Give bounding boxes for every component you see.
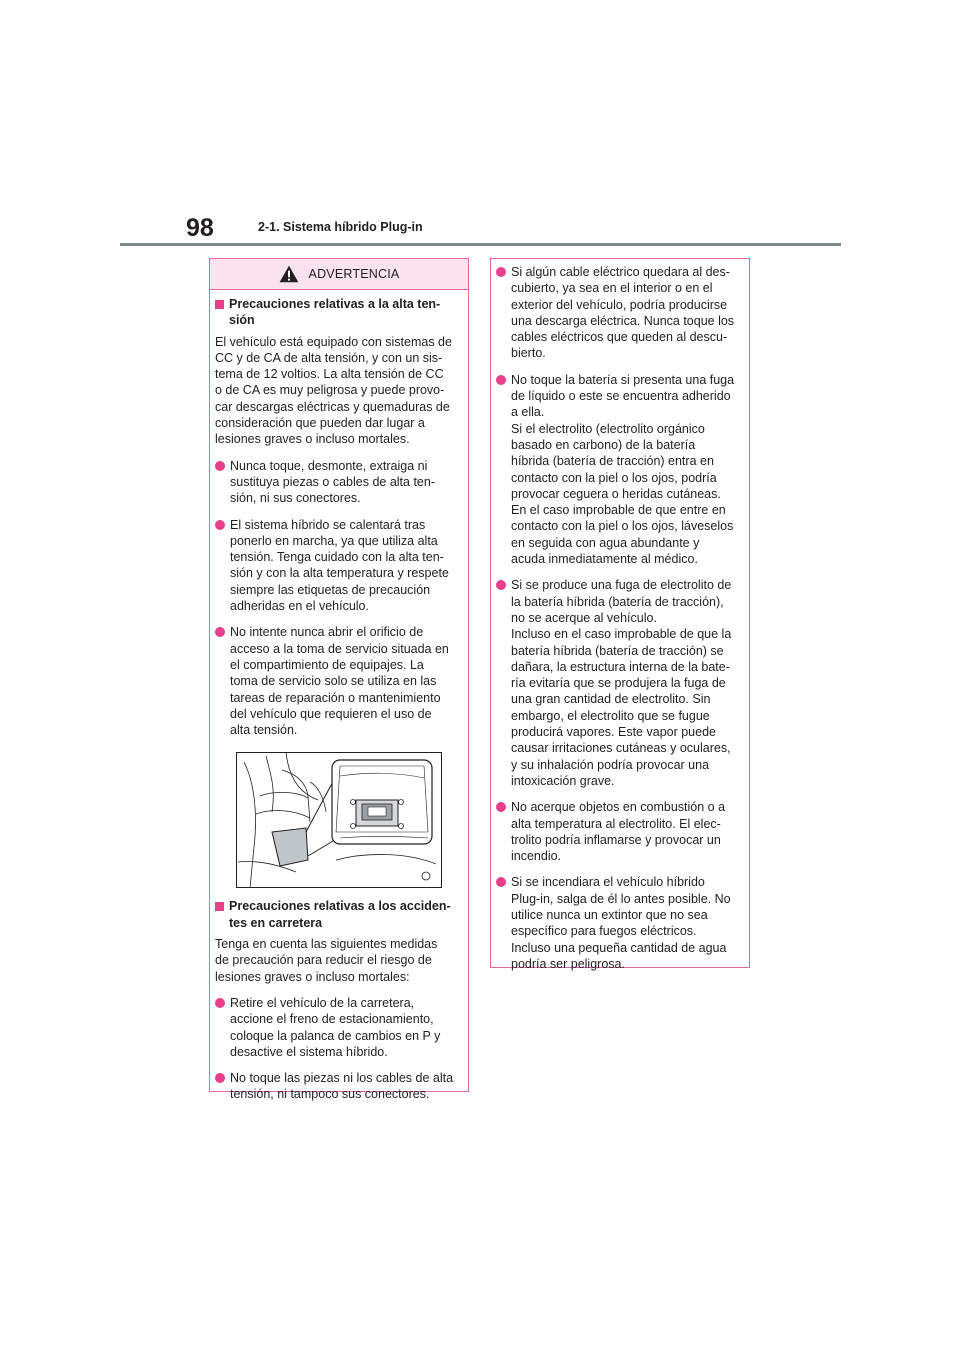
subheading-high-voltage — [215, 296, 463, 329]
round-bullet-icon — [496, 580, 506, 590]
list-item-text: No toque la batería si presenta una fuga de líquido o este se encuentra adherido a ella. Si el electrolito (electrolito orgánico basado en carbono) de la batería híbrida (batería de tracción) entra en contacto con la piel o los ojos, podría provocar ceguera o heridas cutáneas. En el caso improbable de que entre en contacto con la piel o los ojos, láveselos en seguida con agua abundante y acuda inmediatamente al médico. — [511, 372, 735, 567]
round-bullet-icon — [496, 877, 506, 887]
list-item — [496, 799, 744, 864]
list-item — [215, 458, 463, 507]
page-number: 98 — [186, 214, 214, 242]
list-item — [496, 372, 744, 568]
warning-box-header — [210, 259, 468, 290]
subheading-road-accidents — [215, 898, 463, 931]
list-item-text: No acerque objetos en combustión o a alta temperatura al electrolito. El elec- trolito podría inflamarse y provocar un incendio. — [511, 800, 726, 864]
round-bullet-icon — [215, 627, 225, 637]
list-item — [496, 264, 744, 362]
round-bullet-icon — [215, 461, 225, 471]
list-item-text: No intente nunca abrir el orificio de acceso a la toma de servicio situada en el compartimiento de equipajes. La toma de servicio solo se utiliza en las tareas de reparación o mantenimiento del vehículo que requieren el uso de alta tensión. — [230, 625, 449, 738]
subheading-text: Precauciones relativas a la alta ten- sión — [229, 297, 441, 328]
header-rule — [120, 243, 841, 246]
round-bullet-icon — [215, 998, 225, 1008]
list-item-text: Si se produce una fuga de electrolito de la batería híbrida (batería de tracción), no se acerque al vehículo. Incluso en el caso improbable de que la batería híbrida (batería de tracción) se dañara, la estructura interna de la bate- ría evitaría que se produjera la fuga de una gran cantidad de electrolito. Sin embargo, el electrolito que se fugue producirá vapores. Este vapor puede causar irritaciones cutáneas y oculares, y su inhalación podría provocar una intoxicación grave. — [511, 578, 732, 788]
square-bullet-icon — [215, 902, 224, 911]
list-item — [215, 1070, 463, 1103]
round-bullet-icon — [496, 267, 506, 277]
warning-box-body — [210, 296, 468, 1103]
list-item — [496, 874, 744, 972]
list-item — [215, 517, 463, 615]
square-bullet-icon — [215, 300, 224, 309]
round-bullet-icon — [496, 375, 506, 385]
list-item-text: Si algún cable eléctrico quedara al des- cubierto, ya sea en el interior o en el exterior del vehículo, podría producirse una descarga eléctrica. Nunca toque los cables eléctricos que queden al descu- bierto. — [511, 265, 735, 361]
list-item-text: Nunca toque, desmonte, extraiga ni sustituya piezas o cables de alta ten- sión, ni sus conectores. — [230, 458, 435, 506]
round-bullet-icon — [215, 1073, 225, 1083]
list-item-text: Si se incendiara el vehículo híbrido Plug-in, salga de él lo antes posible. No utilice nunca un extintor que no sea específico para fuegos eléctricos. Incluso una pequeña cantidad de agua podría ser peligrosa. — [511, 875, 731, 971]
list-item-text: El sistema híbrido se calentará tras ponerlo en marcha, ya que utiliza alta tensión. Tenga cuidado con la alta ten- sión y con la alta temperatura y respete siempre las etiquetas de precaución adheridas en el vehículo. — [230, 517, 449, 614]
list-item-text: No toque las piezas ni los cables de alta tensión, ni tampoco sus conectores. — [230, 1071, 454, 1102]
list-item — [215, 624, 463, 738]
service-plug-illustration — [236, 752, 442, 888]
list-item-text: Retire el vehículo de la carretera, accione el freno de estacionamiento, coloque la palanca de cambios en P y desactive el sistema híbrido. — [230, 995, 441, 1059]
list-item — [215, 995, 463, 1060]
subheading-text: Precauciones relativas a los acciden- tes en carretera — [229, 899, 451, 930]
round-bullet-icon — [215, 520, 225, 530]
round-bullet-icon — [496, 802, 506, 812]
warning-triangle-icon — [279, 265, 299, 283]
warning-box-body — [491, 259, 749, 972]
warning-label: ADVERTENCIA — [308, 267, 400, 281]
list-item — [496, 577, 744, 789]
section-title: 2-1. Sistema híbrido Plug-in — [258, 220, 423, 234]
high-voltage-intro: El vehículo está equipado con sistemas de CC y de CA de alta tensión, y con un sis- tema de 12 voltios. La alta tensión de CC o de CA es muy peligrosa y puede provo- car descargas eléctricas y quemaduras de consideración que pueden dar lugar a lesiones graves o incluso mortales. — [215, 334, 452, 447]
accidents-intro: Tenga en cuenta las siguientes medidas de precaución para reducir el riesgo de lesiones graves o incluso mortales: — [215, 937, 438, 984]
warning-box-left — [209, 258, 469, 1102]
warning-box-right — [490, 258, 750, 971]
